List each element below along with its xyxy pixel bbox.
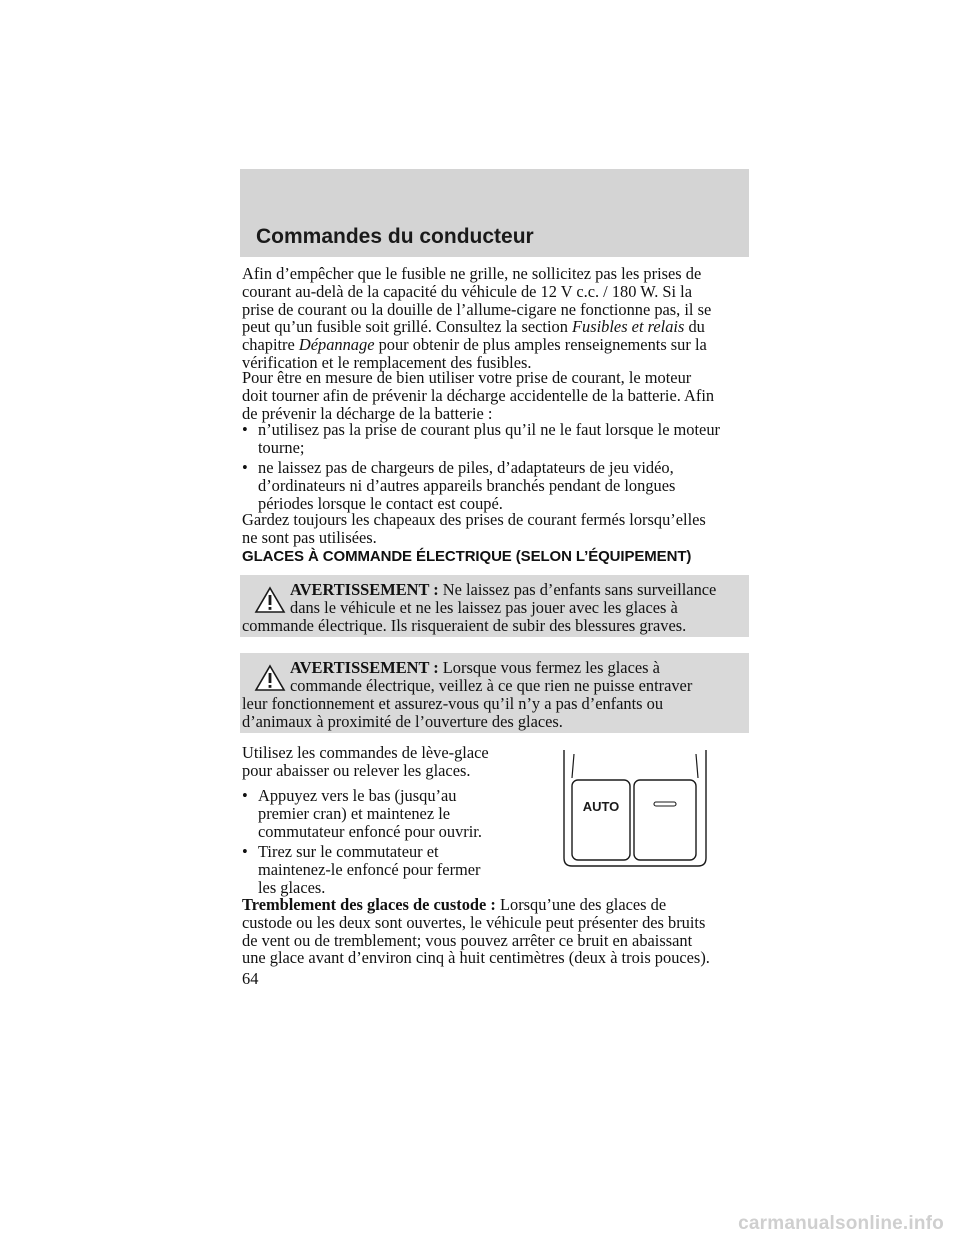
text-line: les glaces. bbox=[258, 877, 326, 897]
warning-box bbox=[240, 653, 749, 733]
warning-line: d’animaux à proximité de l’ouverture des glaces. bbox=[242, 712, 563, 731]
text-line: de prévenir la décharge de la batterie : bbox=[242, 403, 493, 423]
text-span: pour obtenir de plus amples renseignements sur la bbox=[378, 335, 707, 355]
text-line bbox=[242, 318, 750, 336]
text-line: périodes lorsque le contact est coupé. bbox=[258, 493, 503, 513]
auto-button-label: AUTO bbox=[582, 799, 620, 814]
bullet-icon: • bbox=[242, 458, 248, 477]
window-switch-illustration bbox=[560, 750, 710, 870]
warning-label: AVERTISSEMENT : bbox=[290, 658, 439, 677]
text-span: Lorsqu’une des glaces de bbox=[499, 895, 667, 914]
text-line: tourne; bbox=[258, 437, 305, 457]
text-span: du bbox=[688, 317, 705, 337]
warning-line: commande électrique, veillez à ce que rien ne puisse entraver bbox=[290, 676, 693, 695]
text-span: chapitre bbox=[242, 335, 295, 355]
text-line: Afin d’empêcher que le fusible ne grille, ne sollicitez pas les prises de bbox=[242, 264, 702, 283]
text-line: d’ordinateurs ni d’autres appareils branchés pendant de longues bbox=[258, 475, 676, 495]
cross-reference-troubleshooting: Dépannage bbox=[298, 335, 375, 355]
text-line: Gardez toujours les chapeaux des prises de courant fermés lorsqu’elles bbox=[242, 510, 706, 529]
text-line: Appuyez vers le bas (jusqu’au bbox=[258, 786, 457, 805]
text-line: n’utilisez pas la prise de courant plus qu’il ne le faut lorsque le moteur bbox=[258, 420, 720, 439]
text-line: Pour être en mesure de bien utiliser votre prise de courant, le moteur bbox=[242, 368, 692, 387]
text-line bbox=[242, 896, 750, 914]
warning-line bbox=[290, 659, 660, 677]
warning-line: commande électrique. Ils risqueraient de subir des blessures graves. bbox=[242, 616, 687, 635]
cross-reference-fuses: Fusibles et relais bbox=[572, 317, 685, 337]
text-line: premier cran) et maintenez le bbox=[258, 803, 451, 823]
bullet-icon: • bbox=[242, 420, 248, 439]
text-line: Utilisez les commandes de lève-glace bbox=[242, 743, 489, 762]
warning-triangle-icon bbox=[254, 664, 286, 692]
text-line: ne laissez pas de chargeurs de piles, d’adaptateurs de jeu vidéo, bbox=[258, 458, 674, 477]
text-line: de vent ou de tremblement; vous pouvez arrêter ce bruit en abaissant bbox=[242, 930, 693, 950]
page-title: Commandes du conducteur bbox=[256, 225, 534, 248]
text-line: Tirez sur le commutateur et bbox=[258, 842, 439, 861]
text-line: pour abaisser ou relever les glaces. bbox=[242, 760, 471, 780]
paragraph-caps bbox=[242, 511, 750, 547]
text-line: ne sont pas utilisées. bbox=[242, 527, 377, 547]
section-heading: GLACES À COMMANDE ÉLECTRIQUE (SELON L’ÉQUIPEMENT) bbox=[242, 548, 692, 565]
bullet-icon: • bbox=[242, 842, 248, 861]
warning-triangle-icon bbox=[254, 586, 286, 614]
text-span: peut qu’un fusible soit grillé. Consultez la section bbox=[242, 317, 568, 337]
warning-label: AVERTISSEMENT : bbox=[290, 580, 439, 599]
paragraph-window-controls bbox=[242, 744, 542, 780]
paragraph-fuse bbox=[242, 265, 750, 372]
bullet-icon: • bbox=[242, 786, 248, 805]
paragraph-rear-window bbox=[242, 896, 750, 967]
text-span: Ne laissez pas d’enfants sans surveillance bbox=[442, 580, 717, 599]
warning-box bbox=[240, 575, 749, 637]
warning-line: dans le véhicule et ne les laissez pas jouer avec les glaces à bbox=[290, 598, 678, 617]
warning-line bbox=[290, 581, 716, 599]
text-line: doit tourner afin de prévenir la décharge accidentelle de la batterie. Afin bbox=[242, 385, 715, 405]
text-line: prise de courant ou la douille de l’allume-cigare ne fonctionne pas, il se bbox=[242, 299, 712, 319]
text-line: une glace avant d’environ cinq à huit centimètres (deux à trois pouces). bbox=[242, 948, 710, 968]
header-band bbox=[240, 169, 749, 257]
bold-term: Tremblement des glaces de custode : bbox=[242, 895, 496, 914]
paragraph-battery bbox=[242, 369, 750, 422]
text-line: commutateur enfoncé pour ouvrir. bbox=[258, 821, 482, 841]
page-number: 64 bbox=[242, 969, 259, 988]
text-line: maintenez-le enfoncé pour fermer bbox=[258, 859, 481, 879]
text-line bbox=[242, 336, 750, 354]
warning-line: leur fonctionnement et assurez-vous qu’il n’y a pas d’enfants ou bbox=[242, 694, 664, 713]
text-span: Lorsque vous fermez les glaces à bbox=[442, 658, 660, 677]
watermark: carmanualsonline.info bbox=[738, 1213, 944, 1234]
text-line: courant au-delà de la capacité du véhicule de 12 V c.c. / 180 W. Si la bbox=[242, 281, 692, 301]
text-line: custode ou les deux sont ouvertes, le véhicule peut présenter des bruits bbox=[242, 912, 706, 932]
text-line: vérification et le remplacement des fusibles. bbox=[242, 352, 532, 372]
